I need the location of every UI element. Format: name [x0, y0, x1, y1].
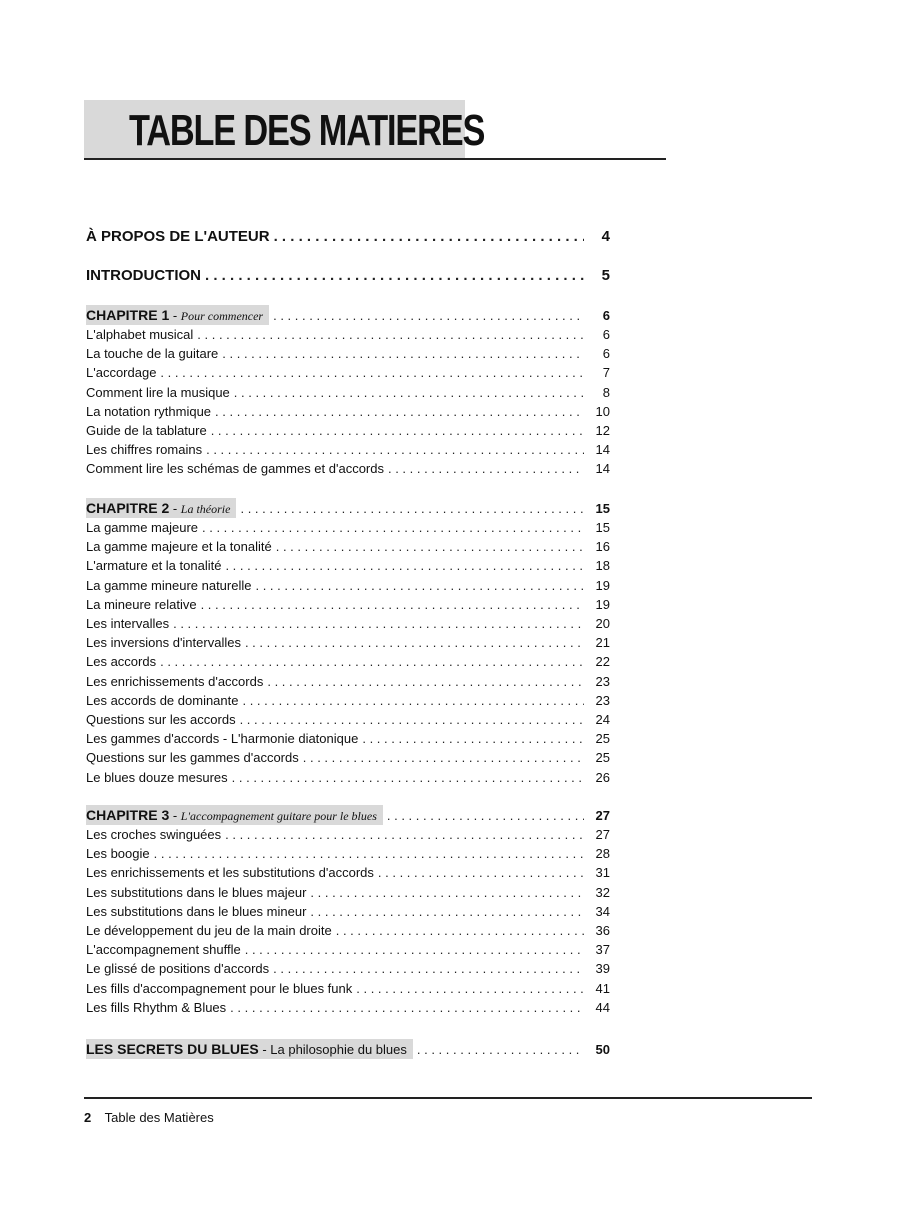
toc-section-label: À PROPOS DE L'AUTEUR [86, 228, 270, 245]
toc-page-number: 37 [595, 942, 610, 958]
toc-page-number: 27 [595, 827, 610, 842]
chapter-name: CHAPITRE 1 [86, 307, 170, 323]
toc-entry-label: Les enrichissements d'accords [86, 673, 264, 689]
chapter-subtitle: La théorie [180, 502, 231, 516]
toc-entry-label: Le glissé de positions d'accords [86, 961, 270, 977]
toc-chapter[interactable] [86, 1039, 610, 1059]
toc-entry-label: Les enrichissements et les substitutions d'accords [86, 865, 374, 881]
toc-chapter[interactable] [86, 498, 610, 518]
leader-dots [274, 226, 584, 248]
toc-entry[interactable] [86, 615, 610, 633]
toc-entry-label: Comment lire la musique [86, 384, 230, 400]
toc-entry[interactable] [86, 922, 610, 940]
toc-entry-label: Les fills Rhythm & Blues [86, 999, 227, 1015]
toc-section[interactable] [86, 265, 610, 287]
toc-entry-label: Les intervalles [86, 616, 170, 631]
toc-entry[interactable] [86, 519, 610, 537]
leader-dots [206, 441, 584, 459]
toc-page-number: 20 [595, 616, 610, 631]
leader-dots [230, 999, 584, 1017]
toc-page-number: 6 [602, 327, 610, 342]
toc-entry-label: Les accords de dominante [86, 692, 239, 708]
chapter-label [86, 805, 383, 825]
leader-dots [273, 960, 584, 978]
toc-entry-label: Questions sur les accords [86, 712, 236, 727]
toc-page-number: 32 [595, 884, 610, 900]
toc-entry-label: L'accordage [86, 365, 157, 381]
toc-entry[interactable] [86, 826, 610, 844]
toc-entry[interactable] [86, 577, 610, 595]
toc-entry-label: La gamme majeure et la tonalité [86, 539, 272, 555]
leader-dots [202, 519, 584, 537]
toc-page-number: 39 [595, 961, 610, 977]
leader-dots [240, 499, 584, 518]
toc-entry[interactable] [86, 692, 610, 710]
leader-dots [222, 345, 584, 363]
toc-entry[interactable] [86, 460, 610, 478]
toc-page-number: 25 [595, 731, 610, 747]
toc-page-number: 27 [595, 808, 610, 823]
toc-entry[interactable] [86, 769, 610, 787]
leader-dots [225, 826, 584, 844]
toc-page-number: 21 [595, 635, 610, 651]
leader-dots [201, 596, 584, 614]
toc-entry[interactable] [86, 557, 610, 575]
toc-page-number: 6 [602, 308, 610, 323]
toc-page-number: 4 [601, 228, 610, 245]
toc-page-number: 14 [595, 461, 610, 477]
toc-entry[interactable] [86, 538, 610, 556]
toc-entry[interactable] [86, 960, 610, 978]
toc-page-number: 7 [602, 365, 610, 381]
toc-page-number: 22 [595, 654, 610, 670]
toc-entry[interactable] [86, 980, 610, 998]
toc-page-number: 19 [595, 596, 610, 612]
toc-entry[interactable] [86, 364, 610, 382]
leader-dots [242, 692, 584, 710]
page-footer [84, 1110, 214, 1125]
leader-dots [378, 864, 584, 882]
toc-section-label: INTRODUCTION [86, 267, 201, 284]
toc-page-number: 41 [595, 980, 610, 996]
toc-entry-label: Les fills d'accompagnement pour le blues funk [86, 980, 353, 996]
toc-entry[interactable] [86, 903, 610, 921]
toc-entry-label: L'accompagnement shuffle [86, 942, 241, 958]
toc-entry[interactable] [86, 345, 610, 363]
toc-page-number: 15 [595, 520, 610, 535]
toc-entry-label: Les substitutions dans le blues majeur [86, 884, 307, 900]
toc-entry-label: Comment lire les schémas de gammes et d'accords [86, 461, 384, 477]
toc-entry[interactable] [86, 749, 610, 767]
toc-page-number: 12 [595, 423, 610, 438]
toc-page-number: 24 [595, 712, 610, 727]
toc-page-number: 10 [595, 403, 610, 419]
toc-entry[interactable] [86, 441, 610, 459]
leader-dots [205, 265, 584, 287]
toc-entry-label: La notation rythmique [86, 403, 212, 419]
leader-dots [245, 634, 584, 652]
chapter-subtitle: Pour commencer [180, 309, 264, 323]
toc-page-number: 8 [602, 384, 610, 400]
leader-dots [273, 306, 584, 325]
leader-dots [303, 749, 584, 767]
leader-dots [211, 422, 584, 440]
toc-entry-label: Les accords [86, 654, 157, 670]
toc-entry[interactable] [86, 403, 610, 421]
title-divider [84, 158, 666, 160]
toc-entry-label: La gamme majeure [86, 520, 198, 535]
toc-entry[interactable] [86, 634, 610, 652]
chapter-subtitle: La philosophie du blues [270, 1042, 407, 1057]
leader-dots [173, 615, 584, 633]
toc-entry-label: L'armature et la tonalité [86, 558, 222, 574]
toc-page-number: 5 [601, 267, 610, 284]
chapter-separator: - [258, 1042, 271, 1057]
toc-entry[interactable] [86, 673, 610, 691]
toc-entry[interactable] [86, 845, 610, 863]
toc-entry[interactable] [86, 730, 610, 748]
toc-page-number: 28 [595, 846, 610, 862]
leader-dots [245, 941, 584, 959]
footer-page-number: 2 [84, 1110, 92, 1125]
toc-entry-label: Le développement du jeu de la main droite [86, 923, 332, 938]
leader-dots [310, 884, 584, 902]
leader-dots [276, 538, 584, 556]
leader-dots [310, 903, 584, 921]
leader-dots [267, 673, 584, 691]
toc-entry-label: Guide de la tablature [86, 423, 207, 438]
chapter-separator: - [169, 501, 181, 516]
leader-dots [225, 557, 584, 575]
toc-page-number: 26 [595, 769, 610, 785]
toc-entry[interactable] [86, 884, 610, 902]
chapter-name: CHAPITRE 3 [86, 807, 170, 823]
chapter-separator: - [169, 808, 181, 823]
chapter-label [86, 305, 269, 325]
toc-page-number: 23 [595, 692, 610, 708]
toc-entry[interactable] [86, 999, 610, 1017]
toc-entry-label: Les inversions d'intervalles [86, 635, 241, 651]
toc-page-number: 23 [595, 673, 610, 689]
toc-entry-label: La mineure relative [86, 596, 197, 612]
toc-page-number: 15 [595, 501, 610, 516]
toc-entry-label: Les chiffres romains [86, 442, 203, 458]
toc-entry-label: Les croches swinguées [86, 827, 222, 842]
toc-page-number: 14 [595, 442, 610, 458]
toc-chapter[interactable] [86, 305, 610, 325]
leader-dots [388, 460, 584, 478]
toc-entry-label: Les substitutions dans le blues mineur [86, 903, 307, 919]
leader-dots [197, 326, 584, 344]
toc-entry-label: L'alphabet musical [86, 327, 194, 342]
chapter-separator: - [169, 308, 181, 323]
toc-entry-label: Questions sur les gammes d'accords [86, 750, 299, 766]
footer-divider [84, 1097, 812, 1099]
toc-page-number: 44 [595, 999, 610, 1015]
leader-dots [336, 922, 584, 940]
toc-entry[interactable] [86, 864, 610, 882]
toc-entry-label: La gamme mineure naturelle [86, 577, 252, 593]
toc-page-number: 16 [595, 539, 610, 555]
leader-dots [362, 730, 584, 748]
chapter-subtitle: L'accompagnement guitare pour le blues [180, 809, 377, 823]
leader-dots [356, 980, 584, 998]
toc-page-number: 25 [595, 750, 610, 766]
toc-section[interactable] [86, 226, 610, 248]
chapter-name: CHAPITRE 2 [86, 500, 170, 516]
toc-entry[interactable] [86, 384, 610, 402]
leader-dots [240, 711, 584, 729]
toc-page-number: 6 [602, 346, 610, 362]
toc-page-number: 34 [595, 903, 610, 919]
toc-entry[interactable] [86, 941, 610, 959]
toc-entry-label: La touche de la guitare [86, 346, 219, 362]
toc-page-number: 36 [595, 923, 610, 938]
toc-entry-label: Les gammes d'accords - L'harmonie diatonique [86, 731, 359, 747]
leader-dots [154, 845, 584, 863]
toc-entry[interactable] [86, 422, 610, 440]
toc-page-number: 50 [595, 1042, 610, 1057]
toc-entry[interactable] [86, 326, 610, 344]
leader-dots [160, 653, 584, 671]
toc-entry[interactable] [86, 653, 610, 671]
leader-dots [387, 806, 584, 825]
toc-page-number: 31 [595, 865, 610, 881]
toc-entry-label: Les boogie [86, 846, 150, 862]
leader-dots [234, 384, 584, 402]
toc-page-number: 19 [595, 577, 610, 593]
toc-entry[interactable] [86, 596, 610, 614]
toc-page-number: 18 [595, 558, 610, 574]
leader-dots [255, 577, 584, 595]
leader-dots [417, 1040, 584, 1059]
chapter-label [86, 498, 236, 518]
chapter-label [86, 1039, 413, 1059]
page-title: TABLE DES MATIERES [129, 106, 485, 155]
chapter-name: LES SECRETS DU BLUES [86, 1041, 259, 1057]
leader-dots [215, 403, 584, 421]
toc-chapter[interactable] [86, 805, 610, 825]
footer-text: Table des Matières [104, 1110, 214, 1125]
leader-dots [160, 364, 584, 382]
leader-dots [232, 769, 584, 787]
toc-entry[interactable] [86, 711, 610, 729]
toc-entry-label: Le blues douze mesures [86, 769, 228, 785]
